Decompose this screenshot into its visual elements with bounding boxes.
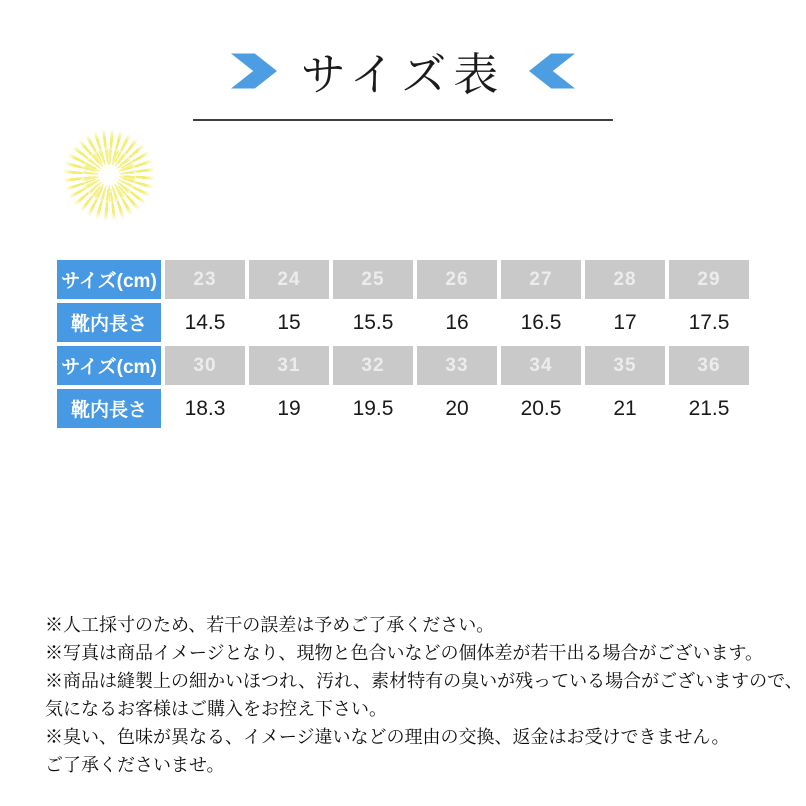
size-value-cell: 27 [501,260,581,299]
size-table-grid [53,256,753,432]
table-row-size-2 [57,346,749,385]
length-value-cell: 15 [249,303,329,342]
size-value-cell: 33 [417,346,497,385]
note-line: ※臭い、色味が異なる、イメージ違いなどの理由の交換、返金はお受けできません。 [45,727,730,747]
note-line: ※人工採寸のため、若干の誤差は予めご了承ください。 [45,615,495,635]
size-value-cell: 35 [585,346,665,385]
sunburst-icon [61,127,157,223]
length-value-cell: 21 [585,389,665,428]
chevron-right-icon [231,52,277,90]
length-value-cell: 16.5 [501,303,581,342]
table-row-size-1 [57,260,749,299]
size-value-cell: 28 [585,260,665,299]
length-value-cell: 15.5 [333,303,413,342]
note-line: ※商品は縫製上の細かいほつれ、汚れ、素材特有の臭いが残っている場合がございますので、 [45,671,803,691]
disclaimer-notes [45,611,803,779]
size-label-cell: サイズ(cm) [57,260,161,299]
length-label-cell: 靴内長さ [57,303,161,342]
size-value-cell: 24 [249,260,329,299]
size-value-cell: 26 [417,260,497,299]
page-header [0,38,806,103]
length-value-cell: 21.5 [669,389,749,428]
size-value-cell: 30 [165,346,245,385]
table-row-length-1 [57,303,749,342]
length-value-cell: 20 [417,389,497,428]
title-divider [193,119,613,121]
length-value-cell: 20.5 [501,389,581,428]
length-value-cell: 17 [585,303,665,342]
length-value-cell: 19 [249,389,329,428]
page-title: サイズ表 [300,49,506,100]
chevron-left-icon [529,52,575,90]
size-value-cell: 25 [333,260,413,299]
length-value-cell: 16 [417,303,497,342]
size-value-cell: 31 [249,346,329,385]
size-table [53,256,753,432]
length-value-cell: 17.5 [669,303,749,342]
size-value-cell: 32 [333,346,413,385]
size-value-cell: 23 [165,260,245,299]
table-row-length-2 [57,389,749,428]
size-label-cell: サイズ(cm) [57,346,161,385]
length-value-cell: 18.3 [165,389,245,428]
size-value-cell: 34 [501,346,581,385]
note-line: ご了承くださいませ。 [45,755,225,775]
length-value-cell: 19.5 [333,389,413,428]
length-label-cell: 靴内長さ [57,389,161,428]
note-line: 気になるお客様はご購入をお控え下さい。 [45,699,387,719]
sunburst-inner-ring [82,148,136,202]
size-value-cell: 36 [669,346,749,385]
length-value-cell: 14.5 [165,303,245,342]
size-value-cell: 29 [669,260,749,299]
note-line: ※写真は商品イメージとなり、現物と色合いなどの個体差が若干出る場合がございます。 [45,643,764,663]
